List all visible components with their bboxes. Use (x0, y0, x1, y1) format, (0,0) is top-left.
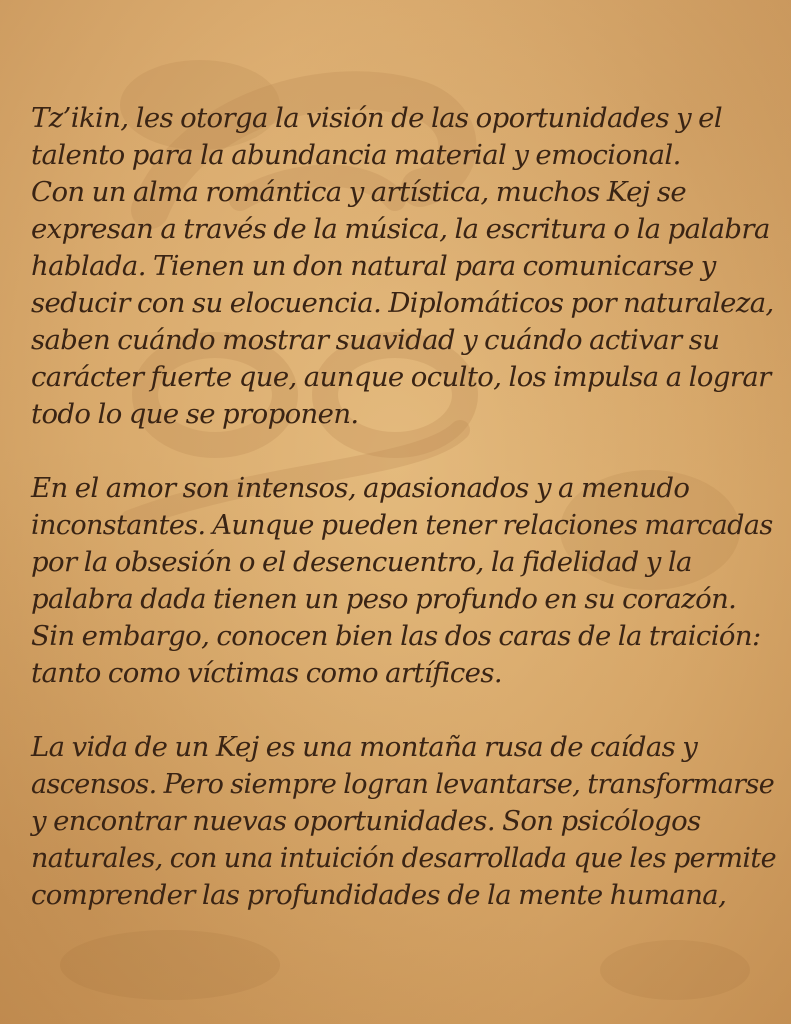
paragraph (31, 100, 781, 433)
text-line: inconstantes. Aunque pueden tener relaciones marcadas (31, 510, 773, 541)
text-line: tanto como víctimas como artífices. (31, 657, 502, 689)
text-line: talento para la abundancia material y emocional. (31, 139, 681, 171)
text-line: expresan a través de la música, la escritura o la palabra (31, 213, 770, 245)
text-line: En el amor son intensos, apasionados y a menudo (31, 472, 690, 504)
text-line: seducir con su elocuencia. Diplomáticos por naturaleza, (31, 287, 774, 319)
text-line: ascensos. Pero siempre logran levantarse, transformarse (31, 769, 775, 800)
text-line: palabra dada tienen un peso profundo en su corazón. (31, 583, 737, 615)
text-line: Tz’ikin, les otorga la visión de las oportunidades y el (31, 102, 723, 134)
text-line: saben cuándo mostrar suavidad y cuándo activar su (31, 324, 720, 356)
text-line: y encontrar nuevas oportunidades. Son psicólogos (31, 805, 701, 837)
text-line: La vida de un Kej es una montaña rusa de caídas y (31, 731, 698, 763)
text-line: comprender las profundidades de la mente humana, (31, 879, 727, 911)
paragraph-gap (31, 433, 781, 470)
text-line: hablada. Tienen un don natural para comunicarse y (31, 250, 716, 282)
text-line: por la obsesión o el desencuentro, la fidelidad y la (31, 546, 692, 578)
paragraph (31, 729, 781, 914)
text-line: carácter fuerte que, aunque oculto, los impulsa a lograr (31, 361, 771, 393)
text-line: Con un alma romántica y artística, muchos Kej se (31, 176, 687, 208)
article-body (31, 100, 781, 914)
text-line: Sin embargo, conocen bien las dos caras de la traición: (31, 620, 761, 652)
text-line: todo lo que se proponen. (31, 398, 359, 430)
text-line: naturales, con una intuición desarrollada que les permite (31, 843, 776, 874)
paragraph-gap (31, 692, 781, 729)
paragraph (31, 470, 781, 692)
